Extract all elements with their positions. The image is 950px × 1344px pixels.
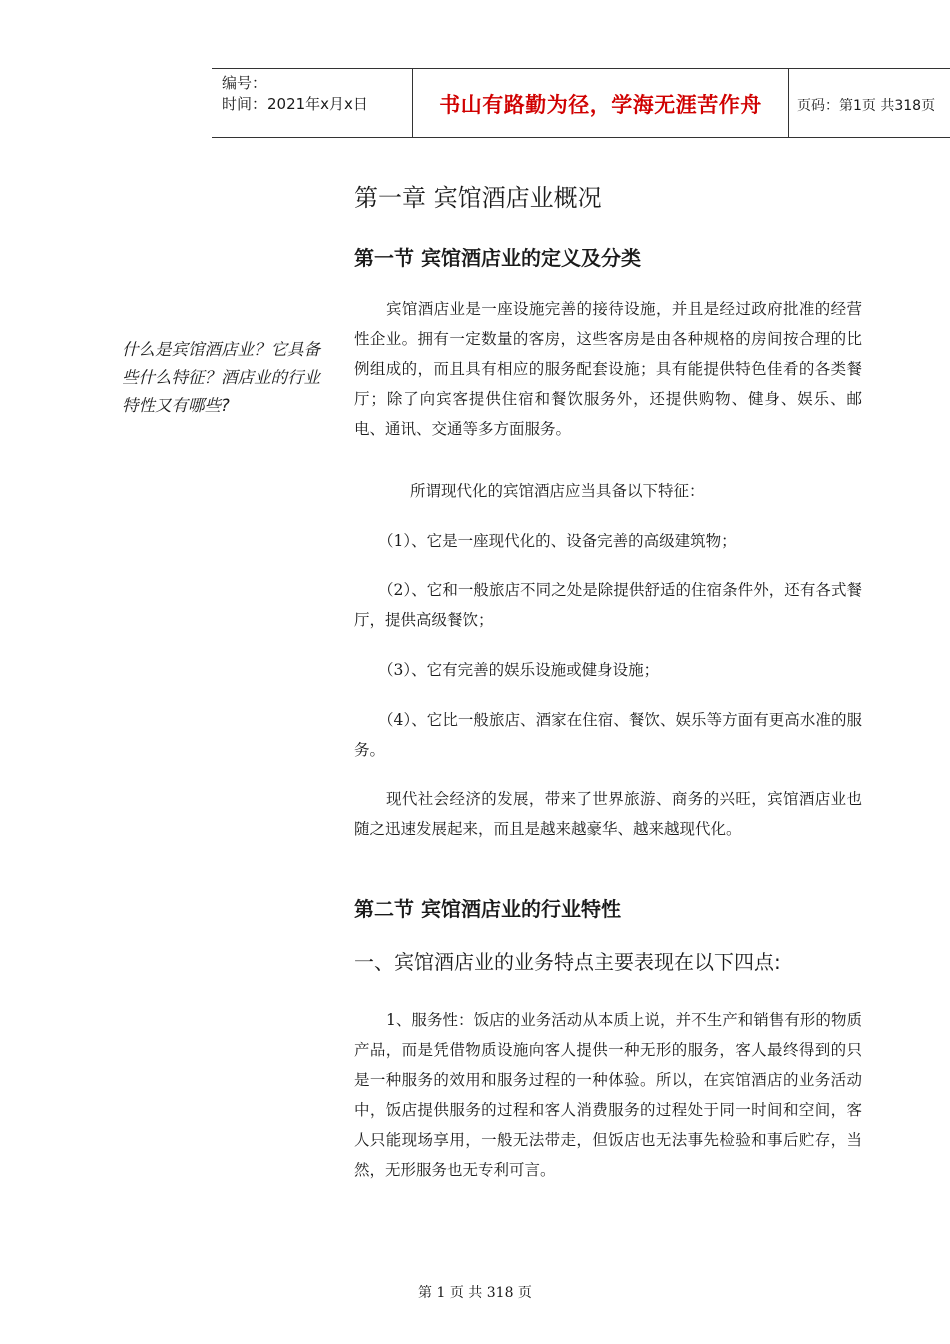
chapter-title: 第一章 宾馆酒店业概况	[354, 184, 602, 212]
header-meta-cell	[212, 69, 413, 137]
section2-point1: 1、服务性：饭店的业务活动从本质上说，并不生产和销售有形的物质产品，而是凭借物质设施向客人提供一种无形的服务，客人最终得到的只是一种服务的效用和服务过程的一种体验。所以，在宾馆酒店的业务活动中，饭店提供服务的过程和客人消费服务的过程处于同一时间和空间，客人只能现场享用，一般无法带走，但饭店也无法事先检验和事后贮存，当然，无形服务也无专利可言。	[354, 1011, 862, 1179]
motto: 书山有路勤为径，学海无涯苦作舟	[439, 93, 762, 117]
section1-title: 第一节 宾馆酒店业的定义及分类	[354, 246, 641, 270]
feature-item: （4）、它比一般旅店、酒家在住宿、餐饮、娱乐等方面有更高水准的服务。	[354, 711, 862, 759]
number-label: 编号：	[222, 74, 268, 92]
header-motto-cell	[413, 69, 789, 137]
feature-item: （1）、它是一座现代化的、设备完善的高级建筑物；	[378, 532, 737, 550]
margin-note: 什么是宾馆酒店业？它具备些什么特征？酒店业的行业特性又有哪些?	[122, 340, 320, 415]
section2-title: 第二节 宾馆酒店业的行业特性	[354, 897, 621, 921]
page-footer: 第 1 页 共 318 页	[418, 1285, 532, 1301]
time-label: 时间：2021年x月x日	[222, 95, 368, 113]
section2-subtitle: 一、宾馆酒店业的业务特点主要表现在以下四点:	[354, 950, 781, 974]
page-info: 页码：第1页 共318页	[797, 98, 936, 114]
header-page-cell	[789, 69, 950, 137]
section1-closing: 现代社会经济的发展，带来了世界旅游、商务的兴旺，宾馆酒店业也随之迅速发展起来，而且是越来越豪华、越来越现代化。	[354, 790, 862, 838]
feature-item: （2）、它和一般旅店不同之处是除提供舒适的住宿条件外，还有各式餐厅，提供高级餐饮；	[354, 581, 862, 629]
page-header	[212, 68, 950, 138]
features-intro: 所谓现代化的宾馆酒店应当具备以下特征：	[410, 482, 705, 500]
feature-item: （3）、它有完善的娱乐设施或健身设施；	[378, 661, 660, 679]
section1-intro: 宾馆酒店业是一座设施完善的接待设施，并且是经过政府批准的经营性企业。拥有一定数量的客房，这些客房是由各种规格的房间按合理的比例组成的，而且具有相应的服务配套设施；具有能提供特色佳肴的各类餐厅；除了向宾客提供住宿和餐饮服务外，还提供购物、健身、娱乐、邮电、通讯、交通等多方面服务。	[354, 300, 862, 438]
